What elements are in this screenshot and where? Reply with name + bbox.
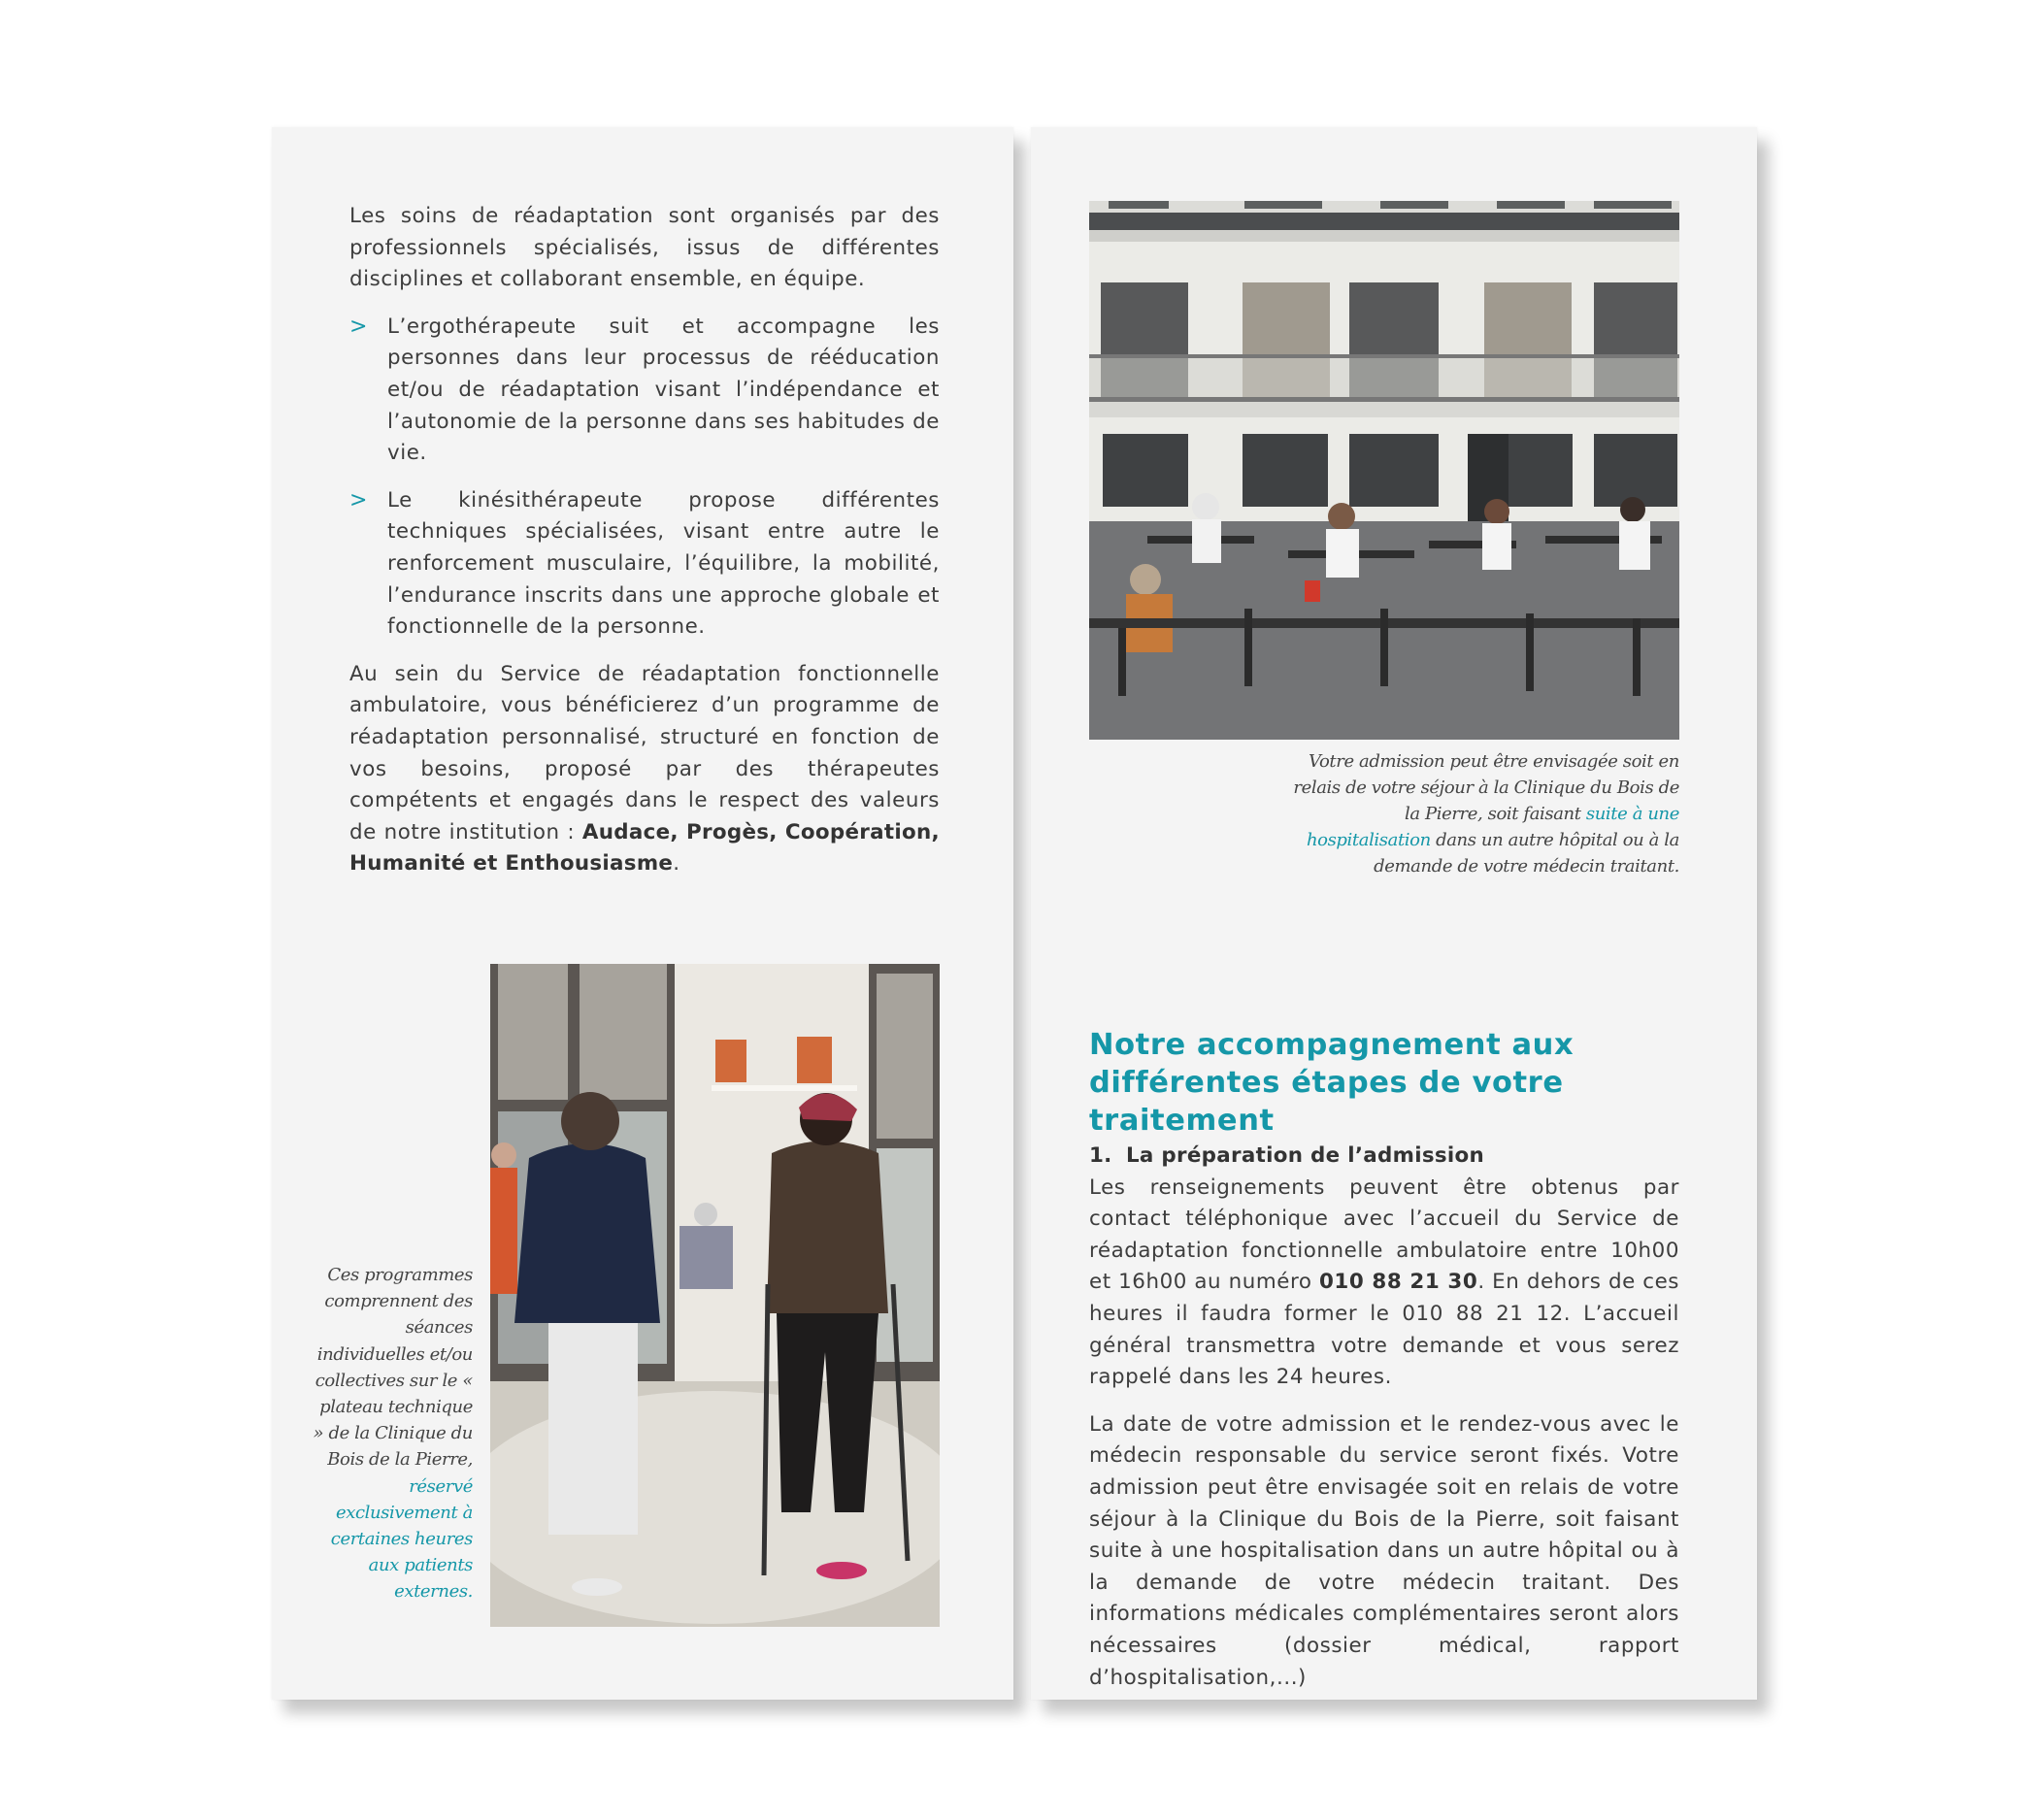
- caption-text-after: dans un autre hôpital ou à la demande de votre médecin traitant.: [1374, 830, 1679, 877]
- chevron-right-icon: >: [349, 487, 368, 513]
- caption-text-before: Votre admission peut être envisagée soit en relais de votre séjour à la Clinique du Bois de la Pierre, soit faisant: [1293, 751, 1679, 824]
- right-text-column: [1089, 1141, 1679, 1709]
- photo-caption-walking: [311, 1262, 473, 1605]
- phone-number: 010 88 21 30: [1318, 1270, 1478, 1295]
- left-page: [272, 127, 1013, 1700]
- intro-paragraph: Les soins de réadaptation sont organisés par des professionnels spécialisés, issus de différentes disciplines et collaborant ensemble, en équipe.: [349, 204, 940, 292]
- bullet-kinesitherapeute: [349, 485, 940, 644]
- admission-paragraph: La date de votre admission et le rendez-vous avec le médecin responsable du service seront fixés. Votre admission peut être envisagée soit en relais de votre séjour à la Clinique du Bois de la Pierre, soit faisant suite à une hospitalisation dans un autre hôpital ou à la demande de votre médecin traitant. Des informations médicales complémentaires seront alors nécessaires (dossier médical, rapport d’hospitalisation,...): [1089, 1411, 1679, 1690]
- photo-caption-terrace: [1293, 748, 1679, 879]
- step-heading: [1089, 1141, 1679, 1173]
- left-text-column: [349, 201, 940, 896]
- chevron-right-icon: >: [349, 314, 368, 339]
- caption-text: Ces programmes comprennent des séances individuelles et/ou collectives sur le « plateau technique » de la Clinique du Bois de la Pierre,: [313, 1265, 473, 1471]
- contact-paragraph: [1089, 1173, 1679, 1394]
- photo-patients-walking-illustration: [490, 964, 940, 1627]
- photo-terrace: [1089, 201, 1679, 740]
- bullet-ergotherapeute: [349, 312, 940, 470]
- step-title: La préparation de l’admission: [1126, 1143, 1485, 1168]
- section-title: Notre accompagnement aux différentes étapes de votre traitement: [1089, 1028, 1575, 1138]
- bullet-text: Le kinésithérapeute propose différentes techniques spécialisées, visant entre autre le renforcement musculaire, l’équilibre, la mobilité, l’endurance inscrits dans une approche globale et fonctionnelle de la personne.: [387, 487, 940, 640]
- service-paragraph: [349, 659, 940, 880]
- service-text: Au sein du Service de réadaptation fonctionnelle ambulatoire, vous bénéficierez d’un programme de réadaptation personnalisé, structuré en fonction de vos besoins, proposé par des thérapeutes compétents et engagés dans le respect des valeurs de notre institution :: [349, 661, 940, 844]
- caption-highlight: suite à une hospitalisation: [1306, 804, 1679, 850]
- values-period: .: [673, 851, 680, 877]
- photo-terrace-illustration: [1089, 201, 1679, 740]
- photo-patients-walking: [490, 964, 940, 1627]
- caption-highlight: réservé exclusivement à certaines heures aux patients externes.: [330, 1475, 473, 1603]
- right-page: [1031, 127, 1757, 1700]
- bullet-text: L’ergothérapeute suit et accompagne les personnes dans leur processus de rééducation et/ou de réadaptation visant l’indépendance et l’autonomie de la personne dans ses habitudes de vie.: [387, 314, 940, 466]
- contact-text-after: . En dehors de ces heures il faudra former le 010 88 21 12. L’accueil général transmettra votre demande et vous serez rappelé dans les 24 heures.: [1089, 1270, 1679, 1390]
- institution-values: Audace, Progès, Coopération, Humanité et Enthousiasme: [349, 819, 940, 877]
- step-number: 1.: [1089, 1143, 1112, 1168]
- contact-text: Les renseignements peuvent être obtenus par contact téléphonique avec l’accueil du Service de réadaptation fonctionnelle ambulatoire entre 10h00 et 16h00 au numéro: [1089, 1175, 1679, 1295]
